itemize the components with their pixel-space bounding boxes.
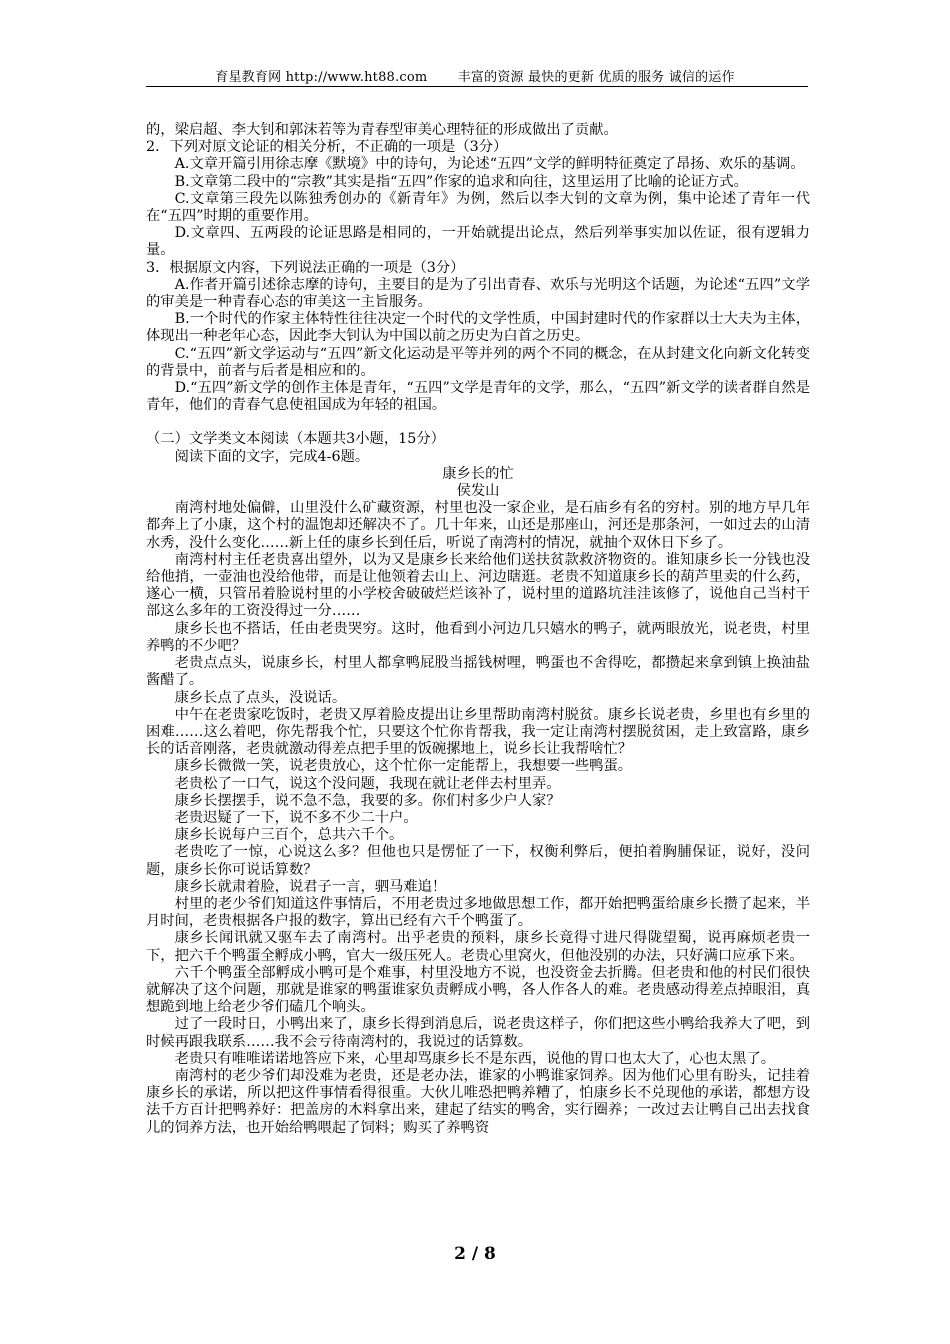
document-paragraph: D.“五四”新文学的创作主体是青年，“五四”文学是青年的文学，那么，“五四”新文学的读者群自然是青年，他们的青春气息使祖国成为年轻的祖国。 — [146, 380, 810, 414]
document-paragraph: 老贵只有唯唯诺诺地答应下来，心里却骂康乡长不是东西，说他的胃口也太大了，心也太黑了。 — [174, 1050, 776, 1067]
document-paragraph: 3．根据原文内容，下列说法正确的一项是（3分） — [146, 259, 465, 276]
document-paragraph: 老贵点点头，说康乡长，村里人都拿鸭屁股当摇钱树哩，鸭蛋也不舍得吃，都攒起来拿到镇上换油盐酱醋了。 — [146, 655, 810, 689]
document-paragraph: B.一个时代的作家主体特性往往决定一个时代的文学性质，中国封建时代的作家群以士大夫为主体，体现出一种老年心态，因此李大钊认为中国以前之历史为白首之历史。 — [146, 311, 810, 345]
article-heading: 侯发山 — [456, 483, 500, 500]
document-paragraph: B.文章第二段中的“宗教”其实是指“五四”作家的追求和向往，这里运用了比喻的论证方式。 — [174, 173, 748, 190]
document-paragraph: A.作者开篇引述徐志摩的诗句，主要目的是为了引出青春、欢乐与光明这个话题，为论述“五四”文学的审美是一种青春心态的审美这一主旨服务。 — [146, 276, 810, 311]
document-paragraph: D.文章四、五两段的论证思路是相同的，一开始就提出论点，然后列举事实加以佐证，很有逻辑力量。 — [146, 225, 810, 259]
header-site-link[interactable]: 育星教育网 http://www.ht88.com — [215, 70, 428, 85]
document-paragraph: 康乡长就肃着脸，说君子一言，驷马难追！ — [174, 878, 447, 895]
document-paragraph: 康乡长摆摆手，说不急不急，我要的多。你们村多少户人家？ — [174, 792, 561, 809]
document-paragraph: C.“五四”新文学运动与“五四”新文化运动是平等并列的两个不同的概念，在从封建文化向新文化转变的背景中，前者与后者是相应和的。 — [146, 345, 810, 379]
document-paragraph: 康乡长也不搭话，任由老贵哭穷。这时，他看到小河边几只嬉水的鸭子，就两眼放光，说老贵，村里养鸭的不少吧？ — [146, 620, 810, 654]
document-paragraph: 阅读下面的文字，完成4-6题。 — [174, 448, 370, 465]
document-paragraph: A.文章开篇引用徐志摩《默境》中的诗句，为论述“五四”文学的鲜明特征奠定了昂扬、欢乐的基调。 — [174, 156, 805, 173]
article-heading: 康乡长的忙 — [442, 465, 514, 482]
document-paragraph: 南湾村村主任老贵喜出望外，以为又是康乡长来给他们送扶贫款救济物资的。谁知康乡长一分钱也没给他捎，一壶油也没给他带，而是让他领着去山上、河边瞎逛。老贵不知道康乡长的葫芦里卖的什么药，遂心一横，只管吊着脸说村里的小学校舍破破烂烂该补了，说村里的道路坑洼洼该修了，说他自己当村干部这么多年的工资没得过一分…… — [146, 551, 810, 620]
page-number: 2 / 8 — [454, 1244, 496, 1264]
document-paragraph: 康乡长点了点头，没说话。 — [174, 689, 347, 706]
document-paragraph: 2．下列对原文论证的相关分析，不正确的一项是（3分） — [146, 139, 508, 156]
document-paragraph: 老贵迟疑了一下，说不多不少二十户。 — [174, 809, 418, 826]
document-paragraph: 村里的老少爷们知道这件事情后，不用老贵过多地做思想工作，都开始把鸭蛋给康乡长攒了起来，半月时间，老贵根据各户报的数字，算出已经有六千个鸭蛋了。 — [146, 895, 810, 930]
document-paragraph: 康乡长说每户三百个，总共六千个。 — [174, 827, 404, 844]
document-paragraph: 中午在老贵家吃饭时，老贵又厚着脸皮提出让乡里帮助南湾村脱贫。康乡长说老贵，乡里也有乡里的困难……这么着吧，你先帮我个忙，只要这个忙你肯帮我，我一定让南湾村摆脱贫困，走上致富路，康乡长的话音刚落，老贵就激动得差点把手里的饭碗摞地上，说乡长让我帮啥忙？ — [146, 706, 810, 758]
document-paragraph: 康乡长闻讯就又驱车去了南湾村。出乎老贵的预料，康乡长竟得寸进尺得陇望蜀，说再麻烦老贵一下，把六千个鸭蛋全孵成小鸭，官大一级压死人。老贵心里窝火，但他没别的办法，只好满口应承下来。 — [146, 930, 810, 964]
document-paragraph: 南湾村的老少爷们却没难为老贵，还是老办法，谁家的小鸭谁家饲养。因为他们心里有盼头，记挂着康乡长的承诺，所以把这件事情看得很重。大伙儿唯恐把鸭养糟了，怕康乡长不兑现他的承诺，都想方设法千方百计把鸭养好：把盖房的木料拿出来，建起了结实的鸭舍，实行圈养；一改过去让鸭自己出去找食儿的饲养方法，也开始给鸭喂起了饲料；购买了养鸭资 — [146, 1067, 810, 1136]
document-paragraph: 六千个鸭蛋全部孵成小鸭可是个难事，村里没地方不说，也没资金去折腾。但老贵和他的村民们很快就解决了这个问题，那就是谁家的鸭蛋谁家负责孵成小鸭，各人作各人的难。老贵感动得差点掉眼泪，真想跪到地上给老少爷们磕几个响头。 — [146, 964, 810, 1016]
document-paragraph: 老贵松了一口气，说这个没问题，我现在就让老伴去村里弄。 — [174, 775, 561, 792]
document-paragraph: 老贵吃了一惊，心说这么多？但他也只是愣怔了一下，权衡利弊后，便拍着胸脯保证，说好，没问题，康乡长你可说话算数？ — [146, 844, 810, 878]
page-header — [0, 66, 950, 85]
document-paragraph: 的，梁启超、李大钊和郭沫若等为青春型审美心理特征的形成做出了贡献。 — [146, 122, 618, 138]
document-paragraph: 过了一段时日，小鸭出来了，康乡长得到消息后，说老贵这样子，你们把这些小鸭给我养大了吧，到时候再跟我联系……我不会亏待南湾村的，我说过的话算数。 — [146, 1016, 810, 1050]
header-slogan: 丰富的资源 最快的更新 优质的服务 诚信的运作 — [457, 70, 735, 85]
document-paragraph: 南湾村地处偏僻，山里没什么矿藏资源，村里也没一家企业，是石庙乡有名的穷村。别的地方早几年都奔上了小康，这个村的温饱却还解决不了。几十年来，山还是那座山，河还是那条河，一如过去的山清水秀，没什么变化……新上任的康乡长到任后，听说了南湾村的情况，就抽个双休日下乡了。 — [146, 500, 810, 551]
document-body — [146, 122, 810, 1137]
header-divider — [146, 86, 808, 87]
document-paragraph: C.文章第三段先以陈独秀创办的《新青年》为例，然后以李大钊的文章为例，集中论述了青年一代在“五四”时期的重要作用。 — [146, 190, 810, 225]
document-paragraph: （二）文学类文本阅读（本题共3小题，15分） — [146, 431, 445, 448]
document-paragraph: 康乡长微微一笑，说老贵放心，这个忙你一定能帮上，我想要一些鸭蛋。 — [174, 758, 633, 775]
